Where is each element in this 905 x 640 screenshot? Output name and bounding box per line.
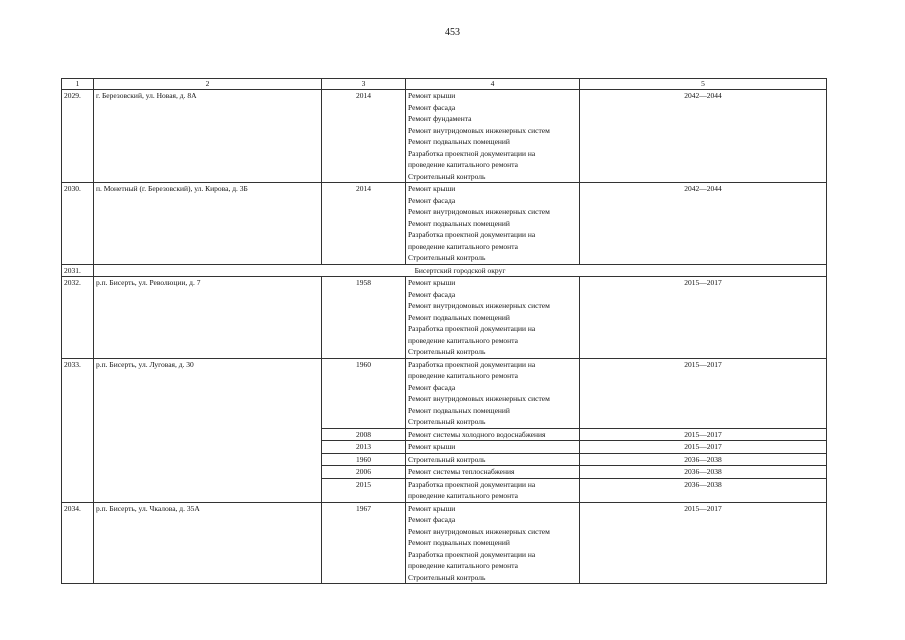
work-item: Строительный контроль [408,572,486,582]
period-cell: 2042—2044 [580,90,827,183]
column-header-2: 2 [94,79,322,90]
table-body [62,79,827,584]
address-cell: р.п. Бисерть, ул. Чкалова, д. 35А [94,502,322,584]
address-cell: р.п. Бисерть, ул. Революции, д. 7 [94,277,322,359]
address-cell: р.п. Бисерть, ул. Луговая, д. 30 [94,358,322,502]
work-item: Ремонт подвальных помещений [408,538,510,547]
work-item: Разработка проектной документации на [408,479,536,489]
work-item: проведение капитального ремонта [408,160,518,169]
work-item: Ремонт подвальных помещений [408,137,510,146]
capital-repair-table [61,78,827,584]
works-cell [406,466,580,479]
works-cell [406,502,580,584]
work-item: Ремонт внутридомовых инженерных систем [408,526,550,536]
work-item: Ремонт фасада [408,195,456,205]
works-cell [406,90,580,183]
year-cell: 1958 [322,277,406,359]
work-item: проведение капитального ремонта [408,491,518,500]
works-cell [406,183,580,265]
work-item: Ремонт фасада [408,382,456,392]
work-item: Ремонт внутридомовых инженерных систем [408,125,550,135]
work-item: проведение капитального ремонта [408,371,518,380]
work-item: Ремонт внутридомовых инженерных систем [408,207,550,216]
column-header-3: 3 [322,79,406,90]
works-cell [406,358,580,428]
row-number: 2033. [62,358,94,502]
year-cell: 1967 [322,502,406,584]
work-item: Строительный контроль [408,417,486,426]
period-cell: 2015—2017 [580,277,827,359]
work-item: Строительный контроль [408,454,486,464]
work-item: Разработка проектной документации на [408,324,536,333]
period-cell: 2036—2038 [580,453,827,466]
column-header-5: 5 [580,79,827,90]
work-item: Ремонт крыши [408,278,456,287]
address-cell: г. Березовский, ул. Новая, д. 8А [94,90,322,183]
work-item: Строительный контроль [408,171,486,181]
work-item: Разработка проектной документации на [408,359,536,369]
year-cell: 1960 [322,453,406,466]
works-cell [406,441,580,454]
work-item: Ремонт внутридомовых инженерных систем [408,301,550,310]
year-cell: 2014 [322,90,406,183]
period-cell: 2015—2017 [580,428,827,441]
work-item: Строительный контроль [408,347,486,356]
year-cell: 2008 [322,428,406,441]
column-header-1: 1 [62,79,94,90]
table-row [62,358,827,428]
table-row [62,277,827,359]
work-item: проведение капитального ремонта [408,561,518,570]
year-cell: 1960 [322,358,406,428]
work-item: Ремонт фасада [408,289,456,299]
row-number: 2031. [62,264,94,277]
work-item: Ремонт крыши [408,184,456,193]
work-item: Ремонт крыши [408,503,456,513]
table-row [62,183,827,265]
year-cell: 2015 [322,478,406,502]
period-cell: 2042—2044 [580,183,827,265]
row-number: 2029. [62,90,94,183]
period-cell: 2015—2017 [580,441,827,454]
work-item: Ремонт системы теплоснабжения [408,467,515,476]
district-name: Бисертский городской округ [94,264,827,277]
work-item: Ремонт фасада [408,102,456,112]
work-item: проведение капитального ремонта [408,335,518,345]
work-item: Разработка проектной документации на [408,549,536,559]
column-header-4: 4 [406,79,580,90]
district-row [62,264,827,277]
header-row [62,79,827,90]
row-number: 2030. [62,183,94,265]
work-item: Строительный контроль [408,253,486,262]
year-cell: 2014 [322,183,406,265]
work-item: Разработка проектной документации на [408,230,536,239]
period-cell: 2036—2038 [580,478,827,502]
period-cell: 2036—2038 [580,466,827,479]
year-cell: 2006 [322,466,406,479]
row-number: 2034. [62,502,94,584]
table-row [62,502,827,584]
works-cell [406,277,580,359]
works-cell [406,453,580,466]
work-item: Разработка проектной документации на [408,148,536,158]
period-cell: 2015—2017 [580,358,827,428]
work-item: Ремонт крыши [408,91,456,100]
row-number: 2032. [62,277,94,359]
work-item: Ремонт подвальных помещений [408,218,510,228]
work-item: Ремонт подвальных помещений [408,405,510,415]
work-item: Ремонт крыши [408,442,456,451]
table-row [62,90,827,183]
year-cell: 2013 [322,441,406,454]
work-item: Ремонт фундамента [408,114,472,123]
work-item: проведение капитального ремонта [408,241,518,251]
address-cell: п. Монетный (г. Березовский), ул. Кирова, д. 3Б [94,183,322,265]
period-cell: 2015—2017 [580,502,827,584]
work-item: Ремонт внутридомовых инженерных систем [408,394,550,403]
work-item: Ремонт системы холодного водоснабжения [408,429,546,439]
work-item: Ремонт подвальных помещений [408,312,510,322]
works-cell [406,478,580,502]
works-cell [406,428,580,441]
page-number: 453 [445,27,460,38]
work-item: Ремонт фасада [408,515,456,524]
